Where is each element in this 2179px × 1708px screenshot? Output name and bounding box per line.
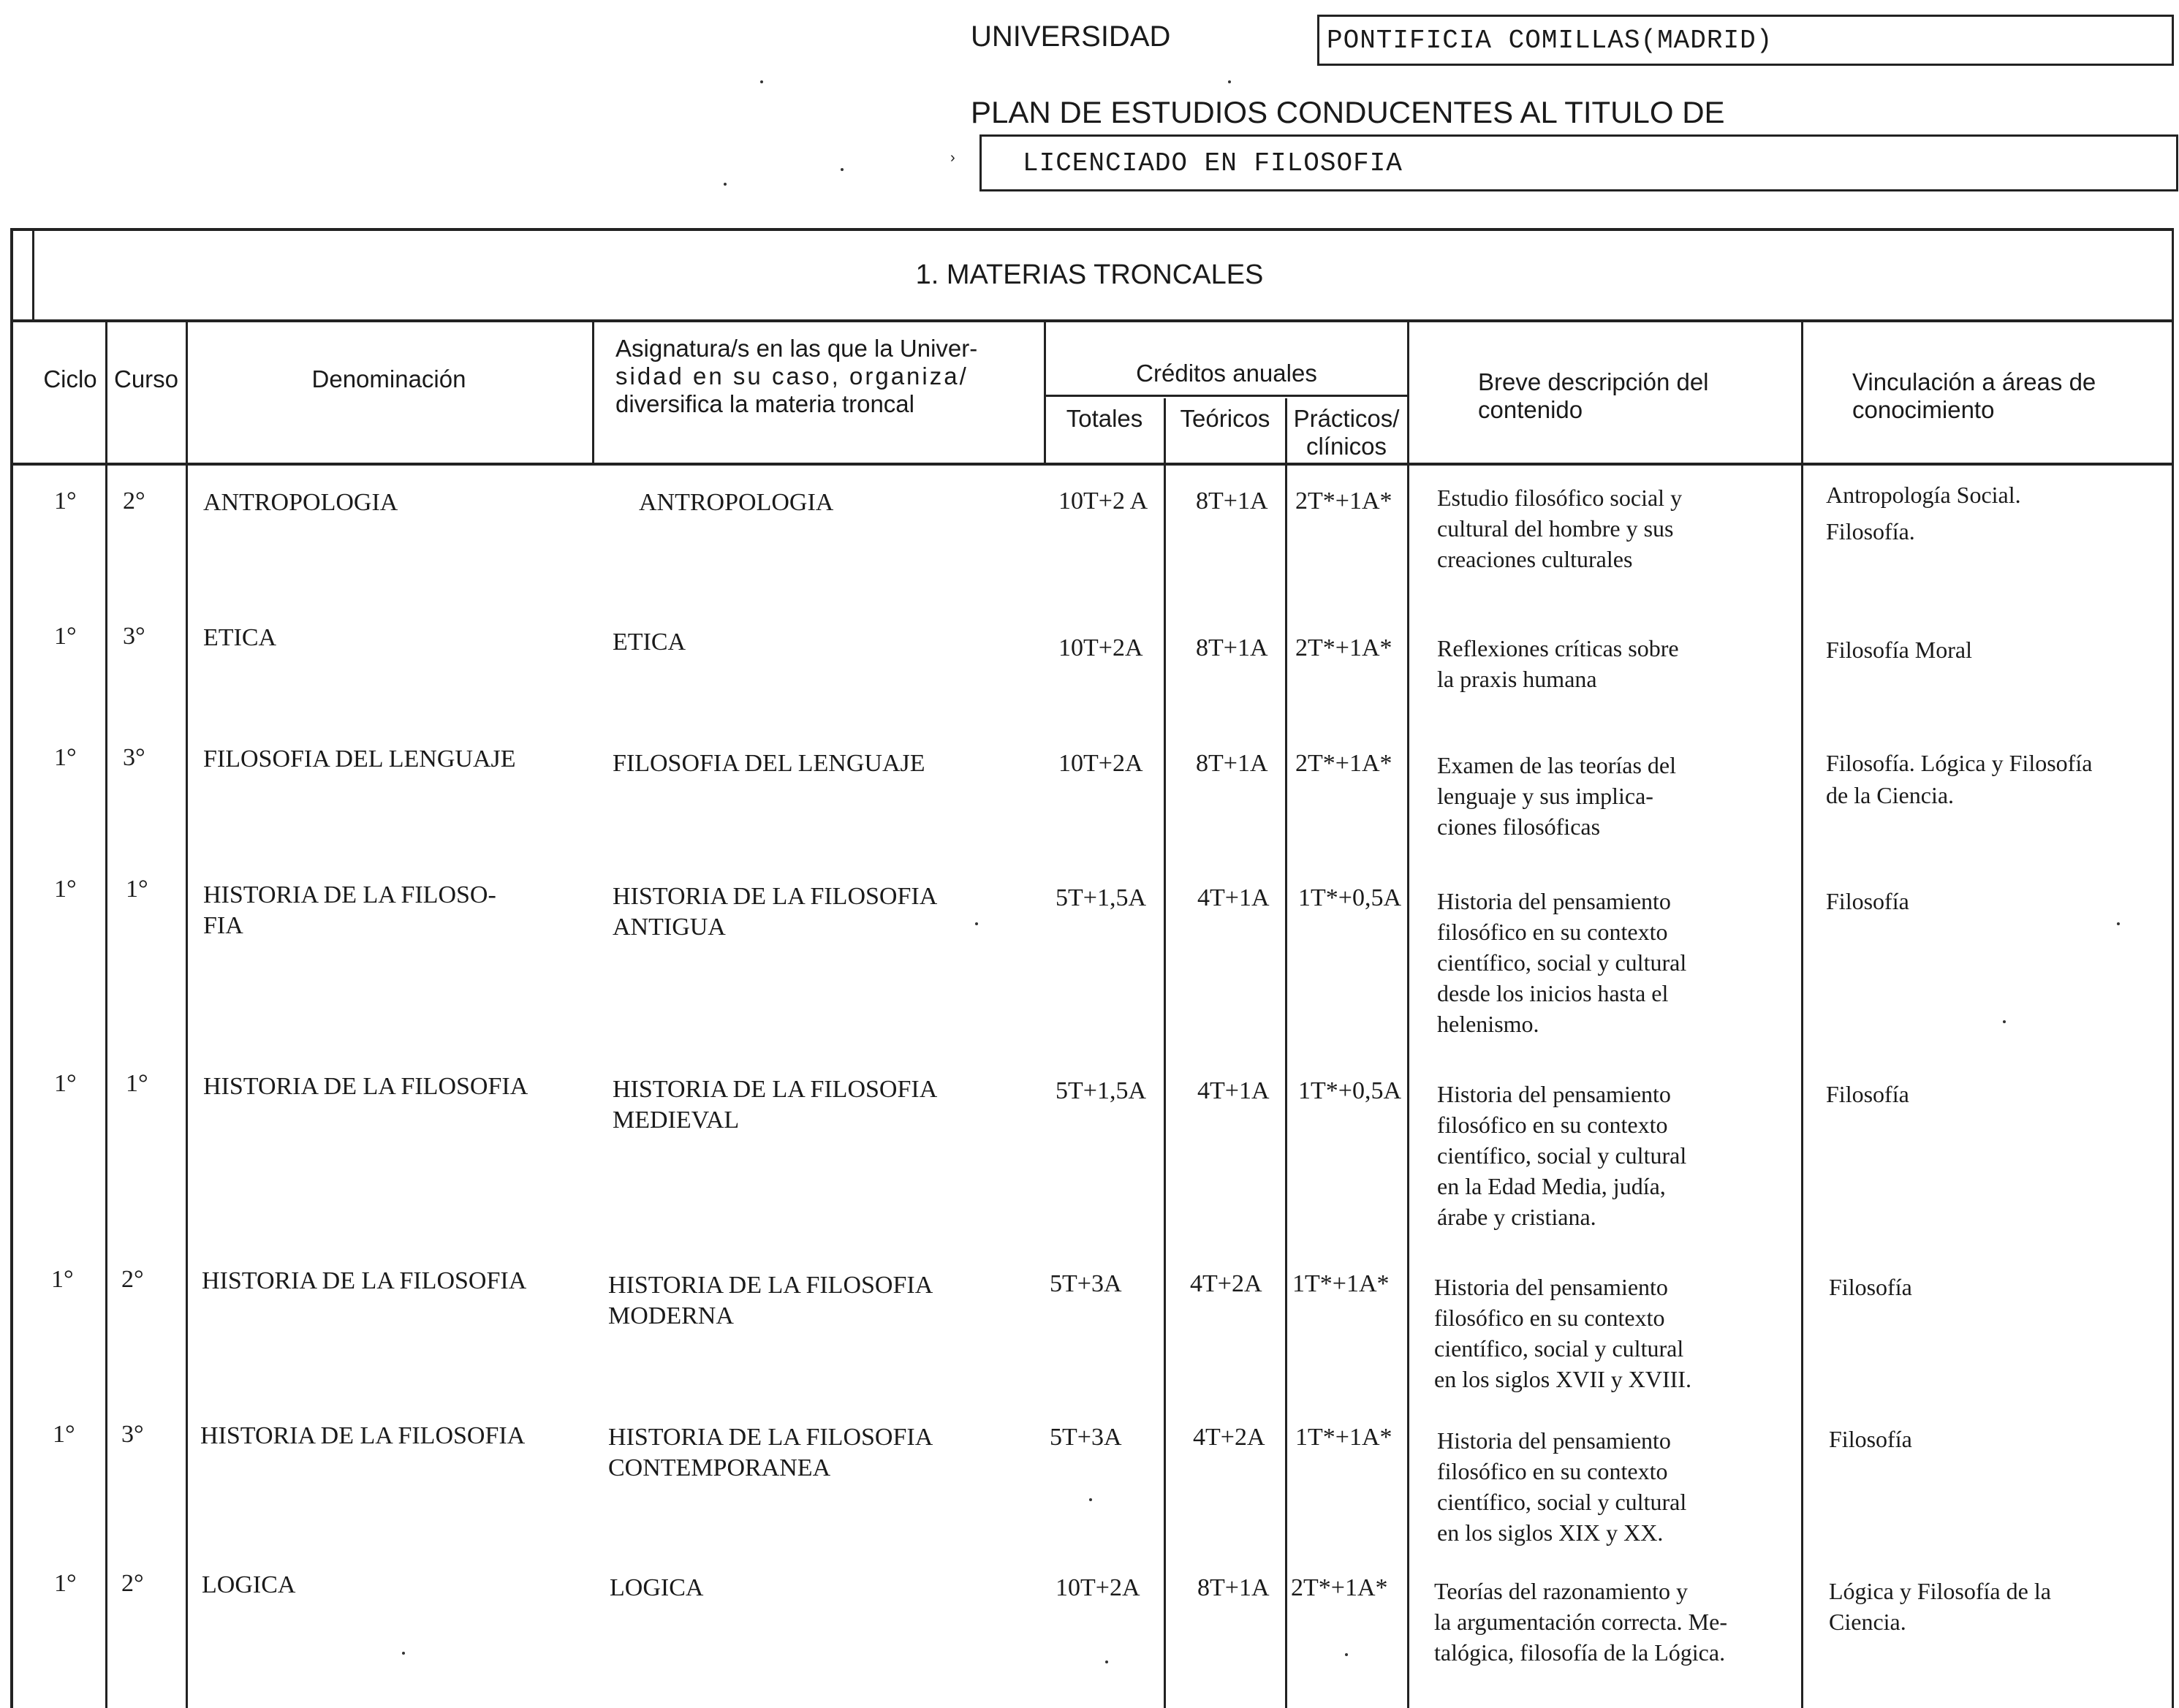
descripcion-line: filosófico en su contexto <box>1437 1458 1668 1484</box>
cell-totales: 5T+3A <box>1050 1270 1122 1297</box>
descripcion-line: Historia del pensamiento <box>1437 1427 1671 1454</box>
descripcion-line: desde los inicios hasta el <box>1437 980 1669 1006</box>
creditos-subheader-divider <box>1044 395 1409 397</box>
cell-practicos: 2T*+1A* <box>1295 634 1392 661</box>
cell-curso: 1° <box>126 1070 148 1097</box>
descripcion-line: árabe y cristiana. <box>1437 1204 1596 1230</box>
header-row-divider <box>10 463 2174 466</box>
scan-speck <box>1345 1653 1348 1656</box>
header-denominacion: Denominación <box>311 365 466 392</box>
asignatura-line: HISTORIA DE LA FILOSOFIA <box>613 1076 938 1103</box>
header-vinculacion <box>1852 368 2174 424</box>
cell-curso: 2° <box>121 1570 144 1597</box>
cell-curso: 3° <box>123 744 145 771</box>
header-asignatura-line3: diversifica la materia troncal <box>615 390 914 417</box>
cell-practicos: 1T*+0,5A <box>1298 1077 1401 1104</box>
cell-teoricos: 4T+1A <box>1197 1077 1270 1104</box>
header-curso: Curso <box>113 365 179 392</box>
cell-denominacion: ETICA <box>203 624 277 651</box>
cell-totales: 5T+1,5A <box>1056 1077 1146 1104</box>
vinculacion-line: Filosofía. <box>1826 518 1915 544</box>
descripcion-line: cultural del hombre y sus <box>1437 515 1674 542</box>
title-row-divider <box>10 319 2174 322</box>
cell-teoricos: 8T+1A <box>1196 750 1268 777</box>
asignatura-line: HISTORIA DE LA FILOSOFIA <box>608 1424 933 1451</box>
cell-teoricos: 8T+1A <box>1197 1574 1270 1601</box>
bullet-mark: › <box>950 150 955 166</box>
cell-practicos: 2T*+1A* <box>1295 750 1392 777</box>
cell-teoricos: 4T+1A <box>1197 884 1270 911</box>
cell-totales: 10T+2A <box>1058 750 1143 777</box>
cell-curso: 1° <box>126 876 148 903</box>
cell-descripcion <box>1437 482 1682 574</box>
header-totales: Totales <box>1066 405 1143 432</box>
cell-ciclo: 1° <box>51 1266 74 1293</box>
cell-vinculacion <box>1826 477 2021 550</box>
cell-ciclo: 1° <box>53 1421 75 1448</box>
vinculacion-line: Filosofía. Lógica y Filosofía <box>1826 750 2093 776</box>
cell-asignatura <box>608 1270 933 1332</box>
cell-vinculacion <box>1829 1576 2051 1637</box>
denominacion-line: FIA <box>203 912 243 939</box>
header-descripcion-line1: Breve descripción del <box>1478 368 1709 395</box>
section-title: 1. MATERIAS TRONCALES <box>915 259 1264 290</box>
descripcion-line: creaciones culturales <box>1437 546 1633 572</box>
cell-vinculacion <box>1826 631 1972 668</box>
asignatura-line: ANTIGUA <box>613 914 726 941</box>
cell-denominacion: FILOSOFIA DEL LENGUAJE <box>203 745 516 773</box>
header-asignatura-line2: sidad en su caso, organiza/ <box>615 363 969 390</box>
cell-totales: 5T+1,5A <box>1056 884 1146 911</box>
col-divider-curso <box>186 319 188 1708</box>
descripcion-line: talógica, filosofía de la Lógica. <box>1434 1639 1726 1666</box>
vinculacion-line: de la Ciencia. <box>1826 782 1955 808</box>
descripcion-line: Reflexiones críticas sobre <box>1437 635 1679 661</box>
cell-ciclo: 1° <box>54 744 77 771</box>
descripcion-line: científico, social y cultural <box>1434 1335 1684 1362</box>
col-divider-teoricos <box>1285 398 1287 1708</box>
scan-speck <box>724 183 727 186</box>
cell-denominacion: LOGICA <box>202 1571 296 1598</box>
cell-denominacion: ANTROPOLOGIA <box>203 489 398 516</box>
vinculacion-line: Filosofía Moral <box>1826 637 1972 663</box>
descripcion-line: la argumentación correcta. Me- <box>1434 1609 1727 1635</box>
header-descripcion-line2: contenido <box>1478 396 1583 423</box>
header-practicos <box>1286 405 1406 460</box>
universidad-label: UNIVERSIDAD <box>971 20 1171 53</box>
vinculacion-line: Lógica y Filosofía de la <box>1829 1578 2051 1604</box>
col-divider-totales <box>1164 398 1166 1708</box>
header-ciclo: Ciclo <box>43 365 97 392</box>
vinculacion-line: Ciencia. <box>1829 1609 1906 1635</box>
cell-practicos: 1T*+0,5A <box>1298 884 1401 911</box>
descripcion-line: lenguaje y sus implica- <box>1437 783 1653 809</box>
descripcion-line: filosófico en su contexto <box>1434 1305 1665 1331</box>
descripcion-line: ciones filosóficas <box>1437 813 1601 840</box>
plan-label: PLAN DE ESTUDIOS CONDUCENTES AL TITULO DE <box>971 95 1725 129</box>
cell-descripcion <box>1437 886 1686 1039</box>
scan-speck <box>2003 1020 2006 1023</box>
cell-descripcion <box>1437 750 1676 842</box>
cell-vinculacion <box>1826 1076 1909 1112</box>
cell-teoricos: 4T+2A <box>1193 1424 1265 1451</box>
cell-descripcion <box>1434 1576 1727 1668</box>
descripcion-line: Estudio filosófico social y <box>1437 485 1683 511</box>
cell-descripcion <box>1437 633 1679 694</box>
cell-vinculacion <box>1826 747 2092 811</box>
scan-speck <box>402 1652 405 1655</box>
header-practicos-line2: clínicos <box>1305 433 1387 460</box>
asignatura-line: HISTORIA DE LA FILOSOFIA <box>608 1272 933 1299</box>
vinculacion-line: Filosofía <box>1826 888 1909 914</box>
cell-ciclo: 1° <box>54 1570 77 1597</box>
table-frame <box>10 228 2174 1708</box>
cell-curso: 2° <box>123 487 145 515</box>
header-asignatura <box>615 335 1039 418</box>
cell-asignatura: LOGICA <box>610 1574 704 1601</box>
titulo-field: LICENCIADO EN FILOSOFIA <box>979 134 2178 191</box>
scan-speck <box>1089 1498 1092 1501</box>
cell-totales: 10T+2 A <box>1058 487 1148 515</box>
col-divider-ciclo <box>105 319 107 1708</box>
cell-asignatura: FILOSOFIA DEL LENGUAJE <box>613 750 925 777</box>
cell-teoricos: 8T+1A <box>1196 487 1268 515</box>
cell-descripcion <box>1437 1079 1686 1232</box>
cell-vinculacion <box>1826 883 1909 919</box>
header-teoricos: Teóricos <box>1180 405 1270 432</box>
cell-descripcion <box>1437 1425 1686 1548</box>
cell-asignatura <box>613 881 937 943</box>
descripcion-line: Historia del pensamiento <box>1434 1274 1668 1300</box>
vinculacion-line: Filosofía <box>1829 1274 1912 1300</box>
descripcion-line: Historia del pensamiento <box>1437 888 1671 914</box>
col-divider-asignatura <box>1044 319 1046 466</box>
descripcion-line: científico, social y cultural <box>1437 1489 1687 1515</box>
cell-practicos: 2T*+1A* <box>1291 1574 1388 1601</box>
universidad-field: PONTIFICIA COMILLAS(MADRID) <box>1317 15 2174 66</box>
denominacion-line: HISTORIA DE LA FILOSO- <box>203 881 496 908</box>
cell-practicos: 1T*+1A* <box>1292 1270 1390 1297</box>
cell-totales: 10T+2A <box>1056 1574 1140 1601</box>
descripcion-line: científico, social y cultural <box>1437 949 1687 976</box>
col-divider-creditos <box>1407 319 1409 1708</box>
vinculacion-line: Filosofía <box>1826 1081 1909 1107</box>
cell-denominacion <box>203 880 496 941</box>
cell-totales: 5T+3A <box>1050 1424 1122 1451</box>
descripcion-line: en la Edad Media, judía, <box>1437 1173 1666 1199</box>
descripcion-line: filosófico en su contexto <box>1437 1112 1668 1138</box>
cell-ciclo: 1° <box>54 876 77 903</box>
descripcion-line: la praxis humana <box>1437 666 1597 692</box>
descripcion-line: Historia del pensamiento <box>1437 1081 1671 1107</box>
asignatura-line: MEDIEVAL <box>613 1107 740 1134</box>
cell-denominacion: HISTORIA DE LA FILOSOFIA <box>203 1073 528 1100</box>
descripcion-line: Teorías del razonamiento y <box>1434 1578 1688 1604</box>
descripcion-line: filosófico en su contexto <box>1437 919 1668 945</box>
asignatura-line: CONTEMPORANEA <box>608 1454 831 1481</box>
scan-speck <box>841 168 844 171</box>
header-practicos-line1: Prácticos/ <box>1293 405 1400 432</box>
header-asignatura-line1: Asignatura/s en las que la Univer- <box>615 335 978 362</box>
col-divider-descripcion <box>1801 319 1803 1708</box>
col-divider-denominacion <box>592 319 594 466</box>
vinculacion-line: Antropología Social. <box>1826 482 2021 508</box>
cell-ciclo: 1° <box>54 1070 77 1097</box>
cell-ciclo: 1° <box>54 487 77 515</box>
cell-asignatura: ANTROPOLOGIA <box>639 489 834 516</box>
cell-curso: 3° <box>123 623 145 650</box>
cell-asignatura <box>608 1422 933 1484</box>
cell-vinculacion <box>1829 1269 1912 1305</box>
descripcion-line: Examen de las teorías del <box>1437 752 1676 778</box>
descripcion-line: en los siglos XIX y XX. <box>1437 1519 1664 1546</box>
cell-teoricos: 8T+1A <box>1196 634 1268 661</box>
header-vinculacion-line1: Vinculación a áreas de <box>1852 368 2096 395</box>
cell-curso: 2° <box>121 1266 144 1293</box>
scan-speck <box>975 922 978 925</box>
cell-asignatura: ETICA <box>613 629 686 656</box>
header-vinculacion-line2: conocimiento <box>1852 396 1995 423</box>
cell-curso: 3° <box>121 1421 144 1448</box>
scan-speck <box>1105 1660 1108 1663</box>
vinculacion-line: Filosofía <box>1829 1426 1912 1452</box>
header-creditos: Créditos anuales <box>1136 360 1317 387</box>
header-descripcion <box>1478 368 1800 424</box>
cell-denominacion: HISTORIA DE LA FILOSOFIA <box>202 1267 527 1294</box>
cell-vinculacion <box>1829 1421 1912 1457</box>
descripcion-line: en los siglos XVII y XVIII. <box>1434 1366 1691 1392</box>
descripcion-line: científico, social y cultural <box>1437 1142 1687 1169</box>
cell-descripcion <box>1434 1272 1691 1394</box>
scan-speck <box>1228 80 1231 83</box>
descripcion-line: helenismo. <box>1437 1011 1539 1037</box>
scan-speck <box>760 80 763 83</box>
scan-speck <box>2117 922 2120 925</box>
cell-asignatura <box>613 1074 937 1136</box>
cell-denominacion: HISTORIA DE LA FILOSOFIA <box>200 1422 526 1449</box>
cell-practicos: 2T*+1A* <box>1295 487 1392 515</box>
cell-ciclo: 1° <box>54 623 77 650</box>
asignatura-line: HISTORIA DE LA FILOSOFIA <box>613 883 938 910</box>
asignatura-line: MODERNA <box>608 1302 734 1329</box>
cell-teoricos: 4T+2A <box>1190 1270 1262 1297</box>
cell-totales: 10T+2A <box>1058 634 1143 661</box>
cell-practicos: 1T*+1A* <box>1295 1424 1392 1451</box>
